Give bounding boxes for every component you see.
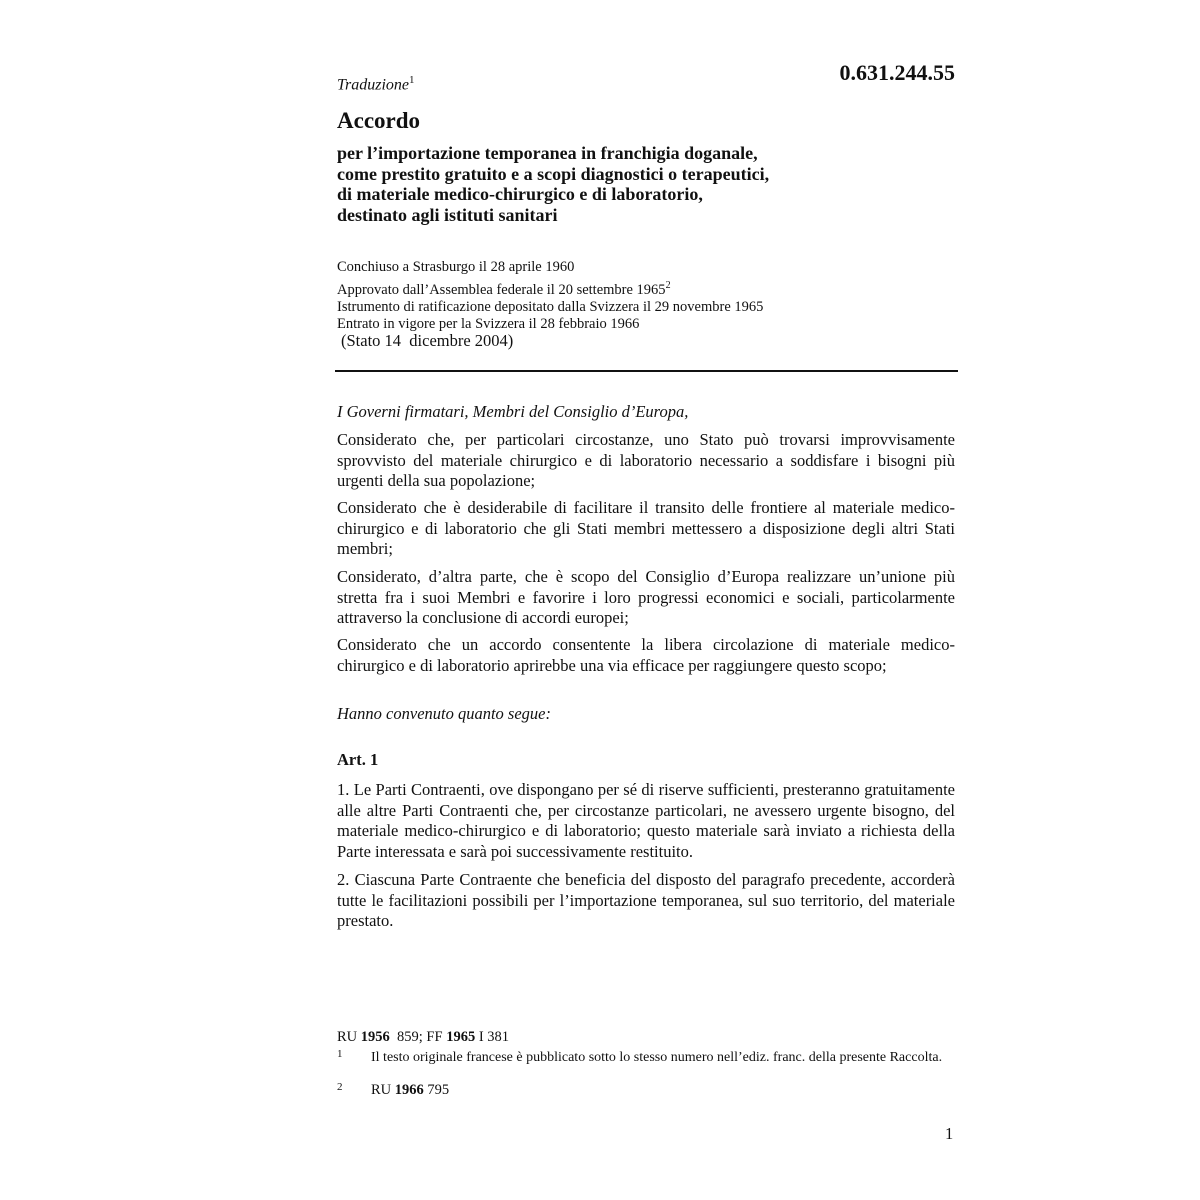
ru-year: 1956	[360, 1029, 390, 1045]
document-subtitle	[337, 143, 769, 225]
treaty-metadata	[337, 259, 763, 334]
fn2-page: 795	[427, 1082, 450, 1098]
translation-label	[337, 74, 415, 94]
approved-text: Approvato dall’Assemblea federale il 20 settembre 1965	[337, 281, 666, 298]
footnote-number-2: 2	[337, 1081, 343, 1093]
ff-year: 1965	[446, 1029, 476, 1045]
ratification-line: Istrumento di ratificazione depositato dalla Svizzera il 29 novembre 1965	[337, 298, 764, 315]
subtitle-line: per l’importazione temporanea in franchigia doganale,	[337, 143, 758, 163]
concluded-line: Conchiuso a Strasburgo il 28 aprile 1960	[337, 259, 575, 275]
fn2-prefix: RU	[371, 1082, 392, 1098]
fn2-year: 1966	[394, 1082, 424, 1098]
preamble-paragraph: Considerato che, per particolari circostanze, uno Stato può trovarsi improvvisamente sprovvisto del materiale chirurgico e di laboratorio necessario a soddisfare i bisogni più urgenti della sua popolazione;	[337, 430, 955, 490]
header-divider	[335, 370, 958, 372]
approved-line	[337, 277, 763, 299]
subtitle-line: come prestito gratuito e a scopi diagnostici o terapeutici,	[337, 163, 770, 184]
subtitle-line: di materiale medico-chirurgico e di laboratorio,	[337, 184, 703, 204]
preamble-paragraph: Considerato che è desiderabile di facilitare il transito delle frontiere al materiale medico-chirurgico e di laboratorio che gli Stati membri mettessero a disposizione degli altri Stati membri;	[337, 498, 955, 558]
footnote-number-1: 1	[337, 1048, 343, 1060]
footnote-source-line	[337, 1029, 509, 1046]
footnote-text-2	[371, 1082, 449, 1099]
footnote-ref-1[interactable]: 1	[409, 74, 415, 86]
article-1-paragraph-2: 2. Ciascuna Parte Contraente che beneficia del disposto del paragrafo precedente, accorderà tutte le facilitazioni possibili per l’importazione temporanea, sul suo territorio, del materiale prestato.	[337, 870, 955, 930]
status-date: (Stato 14 dicembre 2004)	[341, 331, 514, 350]
ff-ref: I 381	[478, 1029, 510, 1045]
preamble-paragraph: Considerato che un accordo consentente la libera circolazione di materiale medico- chirurgico e di laboratorio aprirebbe una via efficace per raggiungere questo scopo;	[337, 635, 955, 675]
document-title: Accordo	[337, 108, 421, 133]
preamble-intro: I Governi firmatari, Membri del Consiglio d’Europa,	[337, 402, 689, 421]
article-1-paragraph-1: 1. Le Parti Contraenti, ove dispongano per sé di riserve sufficienti, presteranno gratuitamente alle altre Parti Contraenti che, per circostanze particolari, ne avessero urgente bisogno, del materiale medico-chirurgico e di laboratorio; questo materiale sarà inviato a richiesta della Parte interessata e sarà poi successivamente restituito.	[337, 780, 955, 861]
page-number: 1	[945, 1124, 954, 1143]
ru-page: 859; FF	[397, 1029, 443, 1045]
article-1-heading: Art. 1	[337, 750, 379, 769]
sr-number: 0.631.244.55	[839, 60, 955, 85]
translation-text: Traduzione	[337, 76, 410, 94]
preamble-closing: Hanno convenuto quanto segue:	[337, 704, 551, 723]
subtitle-line: destinato agli istituti sanitari	[337, 204, 558, 225]
ru-prefix: RU	[337, 1029, 358, 1045]
preamble-paragraph: Considerato, d’altra parte, che è scopo del Consiglio d’Europa realizzare un’unione più stretta fra i suoi Membri e favorire i loro progressi economici e sociali, particolarmente attraverso la conclusione di accordi europei;	[337, 567, 955, 627]
in-force-line: Entrato in vigore per la Svizzera il 28 febbraio 1966	[337, 316, 640, 333]
footnote-text-1: Il testo originale francese è pubblicato sotto lo stesso numero nell’ediz. franc. della presente Raccolta.	[371, 1050, 943, 1065]
footnote-ref-2[interactable]: 2	[665, 279, 671, 291]
